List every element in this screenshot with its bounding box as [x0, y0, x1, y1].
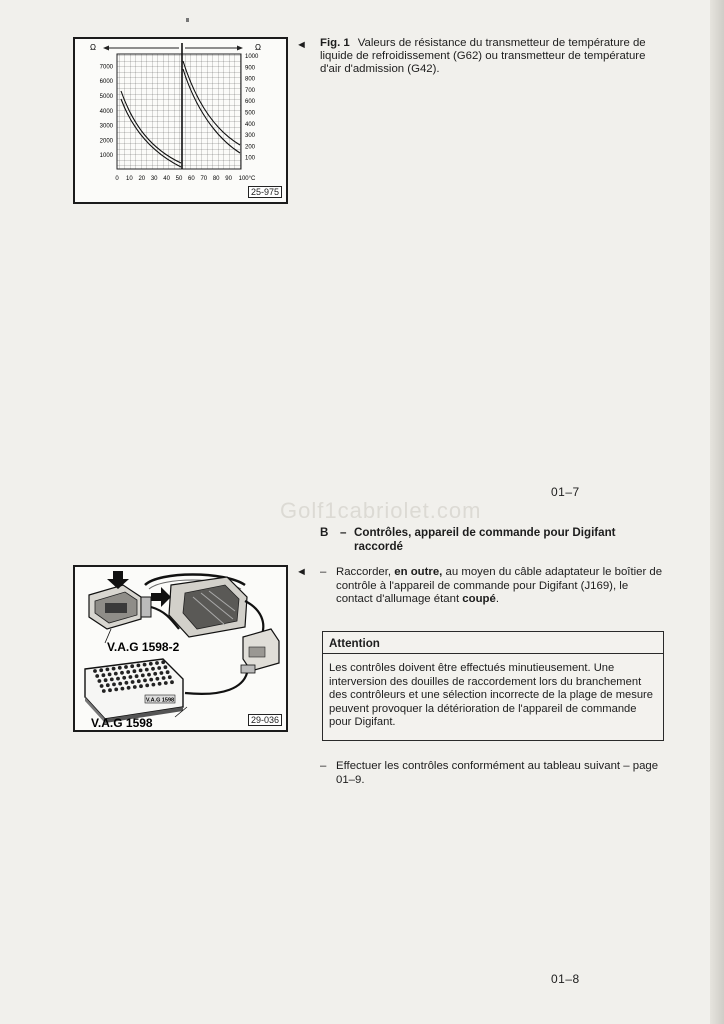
socket [145, 668, 149, 672]
socket [145, 684, 149, 688]
instruction-1-bold-a: en outre, [394, 566, 443, 578]
section-dash: – [340, 526, 347, 539]
socket [122, 676, 126, 680]
socket [155, 661, 159, 665]
right-tick-label: 800 [245, 76, 256, 83]
left-tick-label: 7000 [99, 64, 113, 71]
socket [149, 678, 153, 682]
x-tick-label: 20 [138, 176, 146, 182]
socket [143, 679, 147, 683]
socket [104, 678, 108, 682]
figure-1-caption [320, 37, 665, 76]
figure-1-caption-text: Valeurs de résistance du transmetteur de température de liquide de refroidissement (G62) ou transmetteur de température d'air d'admission (G42). [320, 37, 646, 75]
socket [98, 679, 102, 683]
figure-2-reference: 29-036 [248, 714, 282, 726]
socket [137, 679, 141, 683]
instruction-1-text-c: . [495, 593, 500, 606]
page-edge [710, 0, 724, 1024]
socket [126, 670, 130, 674]
socket [133, 669, 137, 673]
pointer-arrow-fig2: ◄ [296, 566, 307, 578]
socket [161, 660, 165, 664]
speck [186, 18, 189, 22]
socket [106, 683, 110, 687]
x-tick-label: 60 [188, 176, 195, 182]
socket [129, 675, 133, 679]
instruction-1-bold-b: coupé [462, 593, 496, 606]
socket [133, 685, 137, 689]
pointer-arrow-fig1: ◄ [296, 39, 307, 51]
right-tick-label: 500 [245, 110, 256, 117]
page-number-bottom: 01–8 [551, 972, 580, 986]
left-tick-label: 3000 [99, 123, 113, 130]
right-tick-label: 900 [245, 65, 256, 72]
left-arrow-head [103, 46, 109, 51]
socket [156, 677, 160, 681]
socket [143, 663, 147, 667]
socket [120, 671, 124, 675]
right-arrow [151, 587, 171, 607]
socket [116, 677, 120, 681]
socket [157, 666, 161, 670]
socket [100, 684, 104, 688]
socket [139, 684, 143, 688]
socket [153, 672, 157, 676]
socket [102, 689, 106, 693]
socket [125, 681, 129, 685]
socket [162, 676, 166, 680]
connection-cable [185, 673, 247, 694]
socket [99, 668, 103, 672]
cable-adapter-box [241, 629, 279, 673]
socket [130, 664, 134, 668]
socket [108, 688, 112, 692]
socket [152, 683, 156, 687]
socket [139, 669, 143, 673]
section-b-title [320, 526, 665, 554]
socket [137, 664, 141, 668]
test-box [85, 659, 183, 723]
socket [149, 662, 153, 666]
panel-label: V.A.G 1598 [145, 697, 175, 704]
right-tick-label: 100 [245, 155, 256, 162]
x-tick-label: 30 [150, 176, 158, 182]
attention-body: Les contrôles doivent être effectués minutieusement. Une interversion des douilles de raccordement lors du branchement des contrôleurs et une sélection incorrecte de la plage de mesure peuvent provoquer la détérioration de l'appareil de commande pour Digifant. [329, 662, 654, 729]
page-number-top: 01–7 [551, 485, 580, 499]
instruction-2: Effectuer les contrôles conformément au tableau suivant – page 01–9. [336, 760, 659, 786]
figure-1-chart [73, 37, 288, 204]
right-tick-label: 700 [245, 87, 256, 94]
socket [170, 680, 174, 684]
socket [127, 686, 131, 690]
right-tick-label: 300 [245, 133, 256, 140]
left-tick-label: 1000 [99, 153, 113, 160]
control-unit [145, 575, 247, 638]
socket [166, 670, 170, 674]
socket [160, 671, 164, 675]
bullet-dash-2: – [320, 760, 327, 772]
attention-title: Attention [323, 632, 663, 654]
socket [112, 667, 116, 671]
right-tick-label: 200 [245, 144, 256, 151]
socket [110, 678, 114, 682]
socket [118, 682, 122, 686]
left-tick-label: 5000 [99, 93, 113, 100]
socket [93, 669, 97, 673]
socket [151, 667, 155, 671]
attention-box [322, 631, 664, 741]
x-tick-label: 70 [200, 176, 208, 182]
x-tick-label: 0 [115, 176, 119, 182]
label-adapter: V.A.G 1598-2 [107, 640, 180, 654]
section-title-text: Contrôles, appareil de commande pour Digifant raccordé [354, 526, 616, 553]
test-box-illustration [75, 567, 286, 730]
figure-1-reference: 25-975 [248, 186, 282, 198]
right-tick-label: 400 [245, 121, 256, 128]
socket [112, 683, 116, 687]
socket [158, 682, 162, 686]
socket [108, 673, 112, 677]
instruction-1-text-a: Raccorder, [336, 566, 395, 578]
instruction-1 [336, 566, 664, 607]
unit-right: Ω [255, 43, 261, 52]
socket [168, 675, 172, 679]
section-letter: B [320, 526, 329, 539]
socket [102, 673, 106, 677]
x-tick-label: 80 [212, 176, 220, 182]
socket [118, 666, 122, 670]
socket [124, 665, 128, 669]
bullet-dash-1: – [320, 566, 327, 578]
figure-2-illustration [73, 565, 288, 732]
figure-1-label: Fig. 1 [320, 37, 350, 49]
x-tick-label: 50 [175, 176, 183, 182]
unit-left: Ω [90, 43, 96, 52]
x-tick-label: 10 [126, 176, 133, 182]
left-tick-label: 2000 [99, 138, 113, 145]
chart-grid [117, 54, 241, 169]
socket [106, 668, 110, 672]
socket [114, 672, 118, 676]
socket [135, 674, 139, 678]
socket [164, 681, 168, 685]
right-tick-label: 1000 [245, 54, 259, 60]
label-test-box: V.A.G 1598 [91, 716, 153, 730]
right-arrow-head [237, 46, 243, 51]
socket [121, 687, 125, 691]
socket [114, 688, 118, 692]
socket [95, 674, 99, 678]
socket [147, 673, 151, 677]
socket [164, 665, 168, 669]
resistance-chart-graphic [75, 39, 286, 202]
left-tick-label: 6000 [99, 79, 113, 86]
right-tick-label: 600 [245, 99, 256, 106]
left-tick-label: 4000 [99, 108, 113, 115]
instruction-1-text-b: au moyen du câble adaptateur le boîtier de contrôle à l'appareil de commande pour Digifant (J169), le contact d'allumage étant [336, 566, 663, 606]
watermark: Golf1cabriolet.com [280, 498, 482, 523]
socket [141, 674, 145, 678]
socket [131, 680, 135, 684]
x-tick-label: 100°C [238, 176, 256, 182]
x-tick-label: 90 [225, 176, 232, 182]
x-tick-label: 40 [163, 176, 170, 182]
